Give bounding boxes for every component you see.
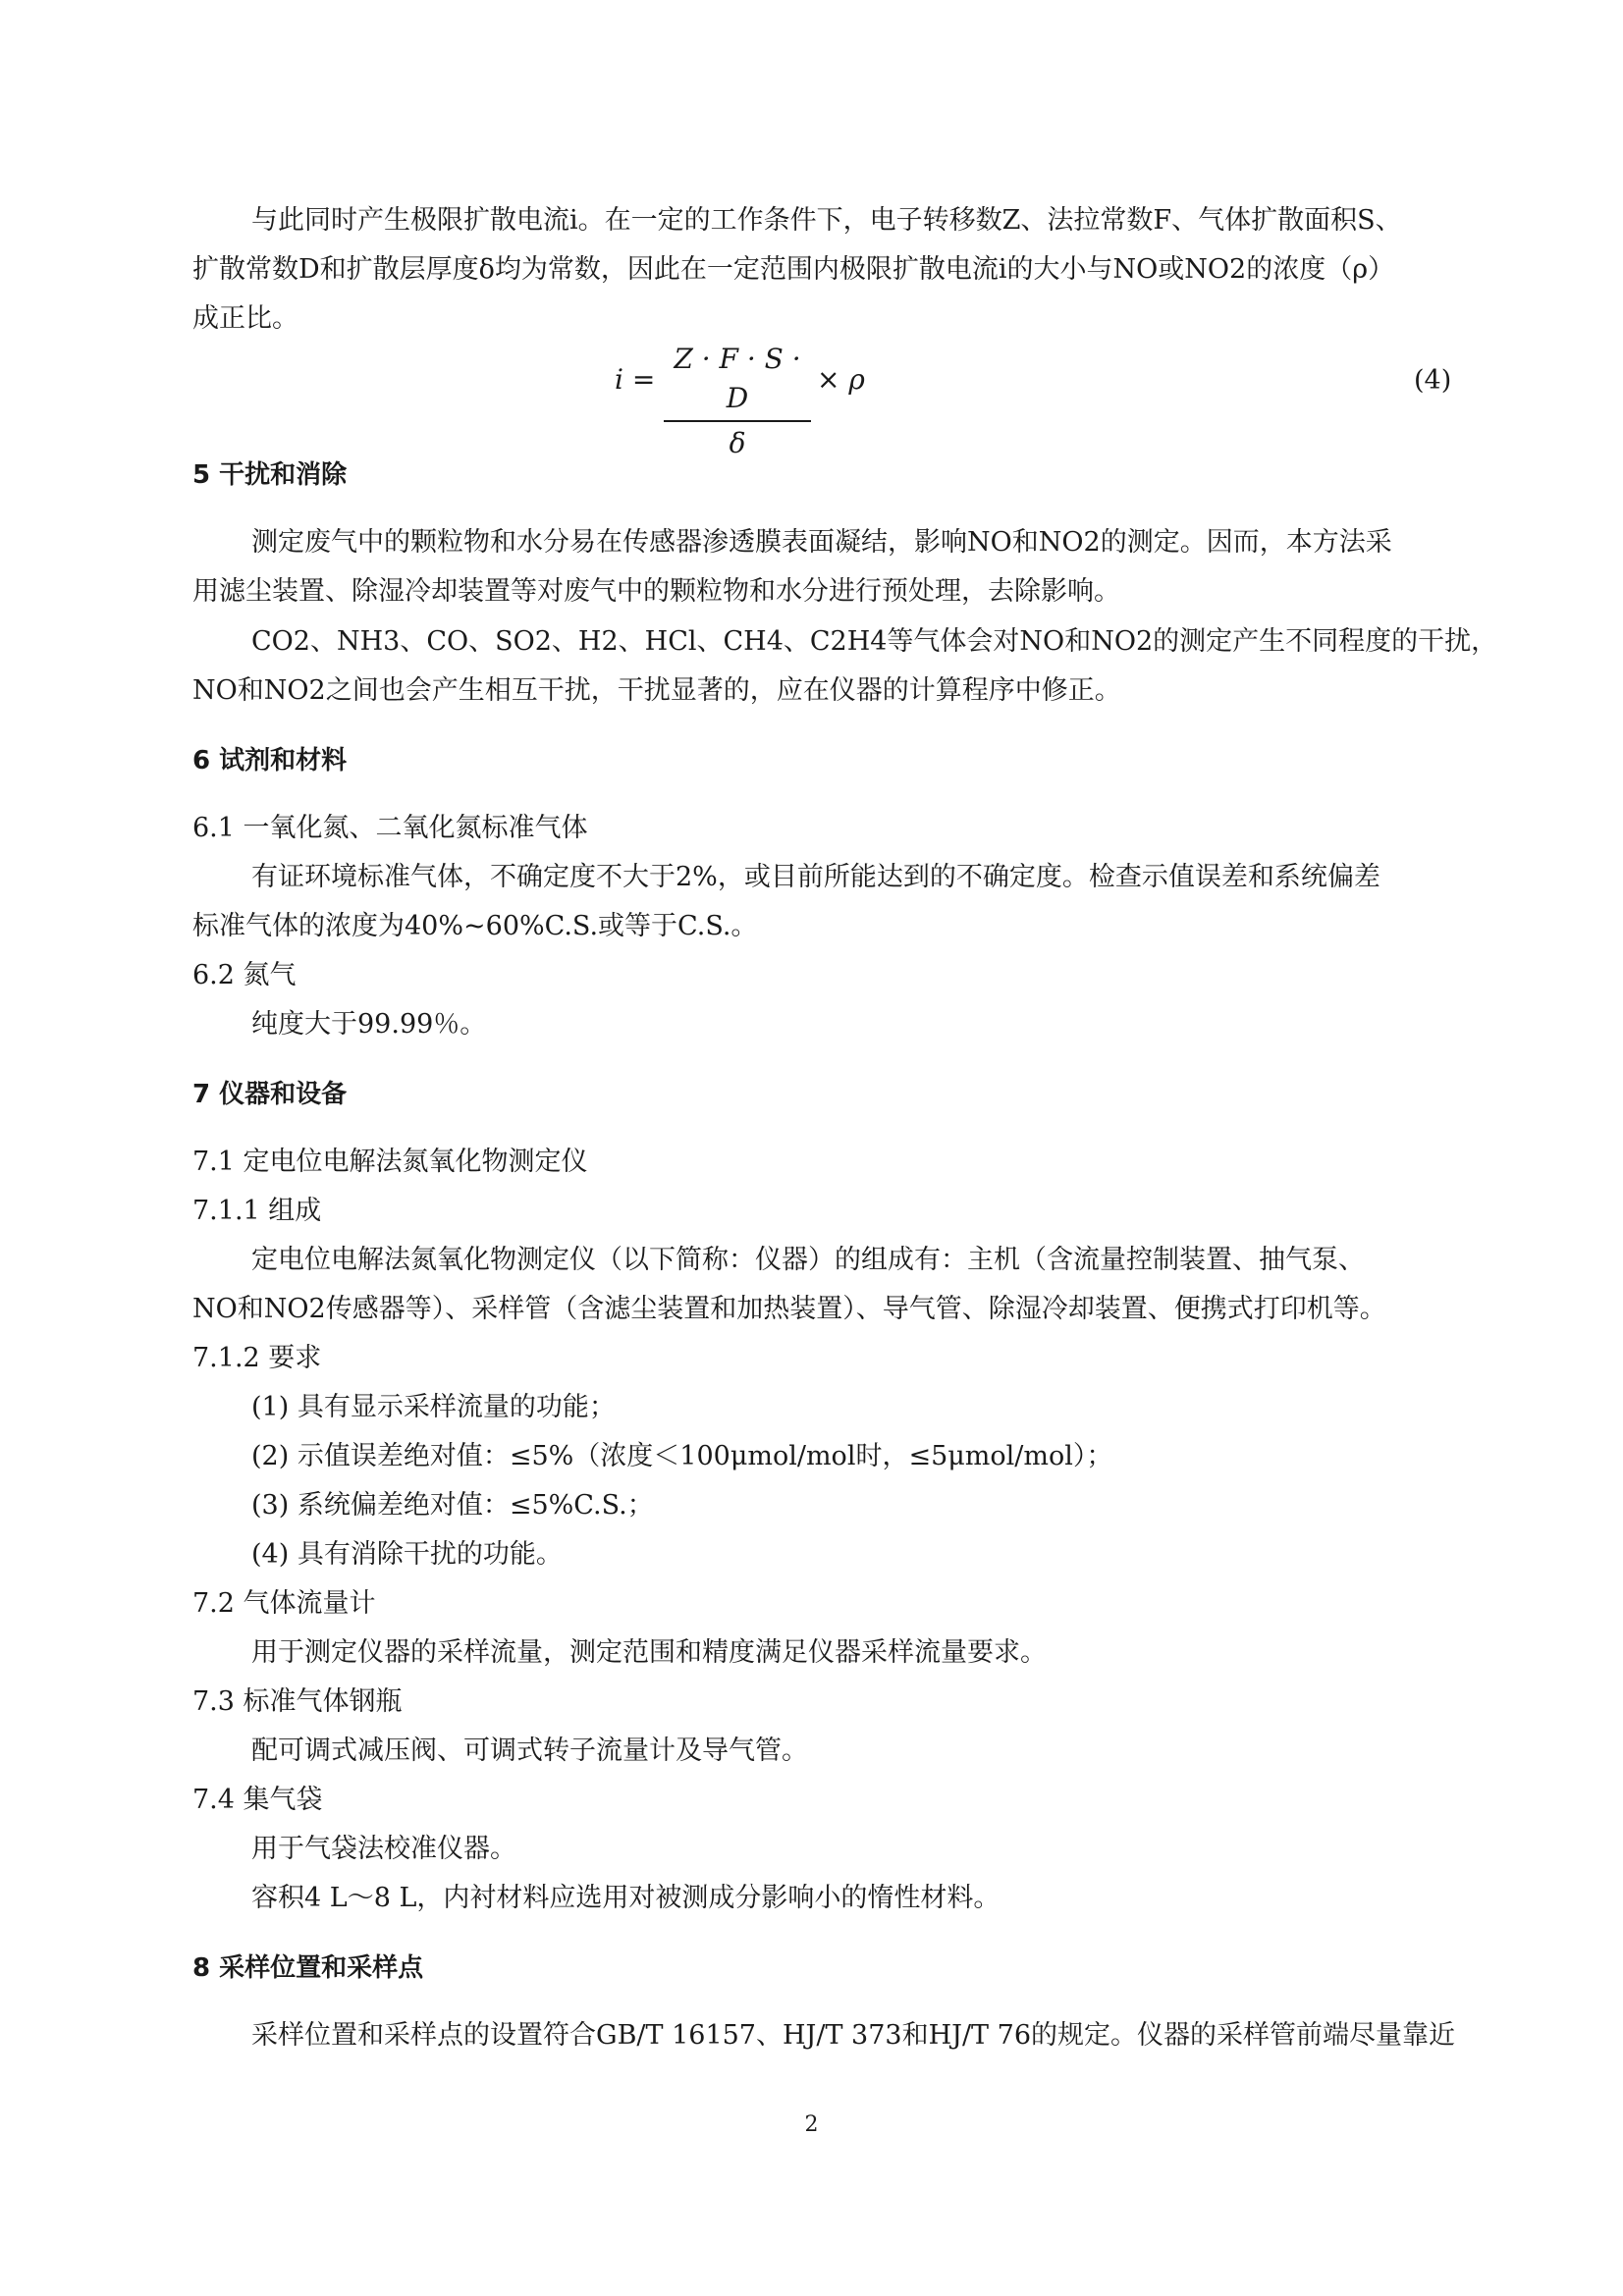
s712-heading: 7.1.2 要求 (192, 1343, 322, 1373)
s62-line-1: 纯度大于99.99％。 (251, 1009, 487, 1040)
s71-heading: 7.1 定电位电解法氮氧化物测定仪 (192, 1147, 588, 1177)
requirement-2: (2) 示值误差绝对值：≤5%（浓度＜100μmol/mol时，≤5μmol/mol）； (251, 1441, 1113, 1471)
s61-line-1: 有证环境标准气体，不确定度不大于2%，或目前所能达到的不确定度。检查示值误差和系统偏差 (251, 862, 1380, 892)
page-number: 2 (804, 2112, 819, 2137)
s8-line-1: 采样位置和采样点的设置符合GB/T 16157、HJ/T 373和HJ/T 76的规定。仪器的采样管前端尽量靠近 (251, 2020, 1455, 2051)
requirement-4: (4) 具有消除干扰的功能。 (251, 1539, 563, 1570)
s72-heading: 7.2 气体流量计 (192, 1588, 376, 1619)
requirement-1: (1) 具有显示采样流量的功能； (251, 1392, 616, 1422)
intro-line-1: 与此同时产生极限扩散电流i。在一定的工作条件下，电子转移数Z、法拉常数F、气体扩散面积S、 (251, 205, 1402, 236)
s73-line-1: 配可调式减压阀、可调式转子流量计及导气管。 (251, 1735, 808, 1766)
intro-line-2: 扩散常数D和扩散层厚度δ均为常数，因此在一定范围内极限扩散电流i的大小与NO或NO2的浓度（ρ） (192, 254, 1395, 285)
s5-p2-line-2: NO和NO2之间也会产生相互干扰，干扰显著的，应在仪器的计算程序中修正。 (192, 675, 1121, 706)
section-8-heading: 8 采样位置和采样点 (192, 1953, 424, 1983)
s74-heading: 7.4 集气袋 (192, 1785, 323, 1815)
s711-line-1: 定电位电解法氮氧化物测定仪（以下简称：仪器）的组成有：主机（含流量控制装置、抽气泵、 (251, 1245, 1365, 1275)
s5-p1-line-1: 测定废气中的颗粒物和水分易在传感器渗透膜表面凝结，影响NO和NO2的测定。因而，本方法采 (251, 527, 1392, 558)
section-7-heading: 7 仪器和设备 (192, 1080, 348, 1109)
s61-heading: 6.1 一氧化氮、二氧化氮标准气体 (192, 813, 588, 843)
s74-line-2: 容积4 L～8 L，内衬材料应选用对被测成分影响小的惰性材料。 (251, 1883, 1001, 1913)
requirement-3: (3) 系统偏差绝对值：≤5%C.S.； (251, 1490, 654, 1521)
equation-number: (4) (1414, 365, 1452, 396)
section-5-heading: 5 干扰和消除 (192, 460, 348, 490)
s711-heading: 7.1.1 组成 (192, 1196, 322, 1226)
s5-p1-line-2: 用滤尘装置、除湿冷却装置等对废气中的颗粒物和水分进行预处理，去除影响。 (192, 576, 1120, 607)
equation-lhs: i = (615, 363, 656, 396)
s61-line-2: 标准气体的浓度为40%~60%C.S.或等于C.S.。 (192, 911, 758, 941)
intro-line-3: 成正比。 (192, 303, 298, 334)
equation-numerator: Z · F · S · D (674, 343, 801, 414)
s62-heading: 6.2 氮气 (192, 960, 297, 990)
s72-line-1: 用于测定仪器的采样流量，测定范围和精度满足仪器采样流量要求。 (251, 1637, 1047, 1668)
fraction-bar (664, 420, 811, 422)
s74-line-1: 用于气袋法校准仪器。 (251, 1834, 516, 1864)
equation (615, 340, 909, 459)
section-6-heading: 6 试剂和材料 (192, 746, 348, 775)
s5-p2-line-1: CO2、NH3、CO、SO2、H2、HCl、CH4、C2H4等气体会对NO和NO2的测定产生不同程度的干扰， (251, 626, 1498, 657)
s711-line-2: NO和NO2传感器等）、采样管（含滤尘装置和加热装置）、导气管、除湿冷却装置、便携式打印机等。 (192, 1294, 1386, 1324)
equation-fraction (664, 340, 811, 463)
equation-rhs: × ρ (817, 363, 865, 396)
s73-heading: 7.3 标准气体钢瓶 (192, 1686, 403, 1717)
equation-denominator: δ (729, 427, 746, 459)
